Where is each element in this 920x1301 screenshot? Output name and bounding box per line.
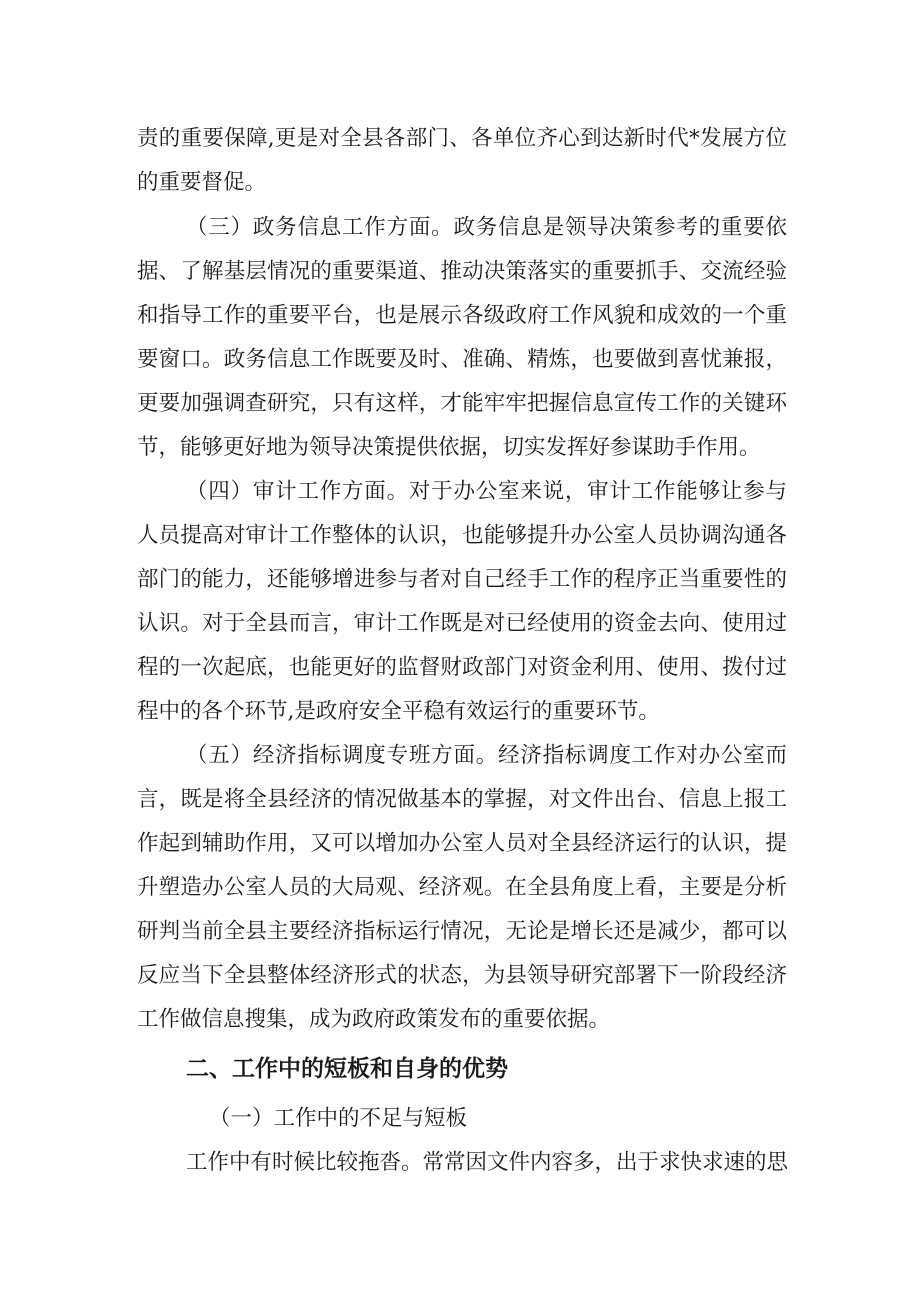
paragraph-line: （五）经济指标调度专班方面。经济指标调度工作对办公室而	[186, 743, 787, 768]
paragraph-line: 和指导工作的重要平台，也是展示各级政府工作风貌和成效的一个重	[137, 303, 787, 328]
paragraph-line: 研判当前全县主要经济指标运行情况，无论是增长还是减少，都可以	[137, 919, 787, 944]
paragraph-line: 节，能够更好地为领导决策提供依据，切实发挥好参谋助手作用。	[137, 435, 761, 460]
paragraph-line: 作起到辅助作用，又可以增加办公室人员对全县经济运行的认识，提	[137, 831, 787, 856]
paragraph-line: 言，既是将全县经济的情况做基本的掌握，对文件出台、信息上报工	[137, 787, 787, 812]
paragraph-line: 的重要督促。	[137, 170, 267, 195]
paragraph-line: 工作中有时候比较拖沓。常常因文件内容多，出于求快求速的思	[186, 1150, 789, 1175]
paragraph-line: 部门的能力，还能够增进参与者对自己经手工作的程序正当重要性的	[137, 567, 787, 592]
paragraph-line: 反应当下全县整体经济形式的状态，为县领导研究部署下一阶段经济	[137, 963, 787, 988]
paragraph-line: 责的重要保障,更是对全县各部门、各单位齐心到达新时代*发展方位	[137, 126, 787, 151]
paragraph-line: 更要加强调查研究，只有这样，才能牢牢把握信息宣传工作的关键环	[137, 391, 787, 416]
section-heading: 二、工作中的短板和自身的优势	[186, 1056, 508, 1082]
paragraph-line: （三）政务信息工作方面。政务信息是领导决策参考的重要依	[186, 215, 787, 240]
paragraph-line: 工作做信息搜集，成为政府政策发布的重要依据。	[137, 1007, 611, 1032]
subsection-heading: （一）工作中的不足与短板	[209, 1106, 468, 1131]
paragraph-line: 认识。对于全县而言，审计工作既是对已经使用的资金去向、使用过	[137, 611, 787, 636]
paragraph-line: 升塑造办公室人员的大局观、经济观。在全县角度上看，主要是分析	[137, 875, 787, 900]
paragraph-line: 人员提高对审计工作整体的认识，也能够提升办公室人员协调沟通各	[137, 523, 787, 548]
paragraph-line: （四）审计工作方面。对于办公室来说，审计工作能够让参与	[186, 479, 787, 504]
paragraph-line: 程中的各个环节,是政府安全平稳有效运行的重要环节。	[137, 699, 660, 724]
paragraph-line: 要窗口。政务信息工作既要及时、准确、精炼，也要做到喜忧兼报，	[137, 347, 787, 372]
paragraph-line: 据、了解基层情况的重要渠道、推动决策落实的重要抓手、交流经验	[137, 259, 787, 284]
paragraph-line: 程的一次起底，也能更好的监督财政部门对资金利用、使用、拨付过	[137, 655, 787, 680]
